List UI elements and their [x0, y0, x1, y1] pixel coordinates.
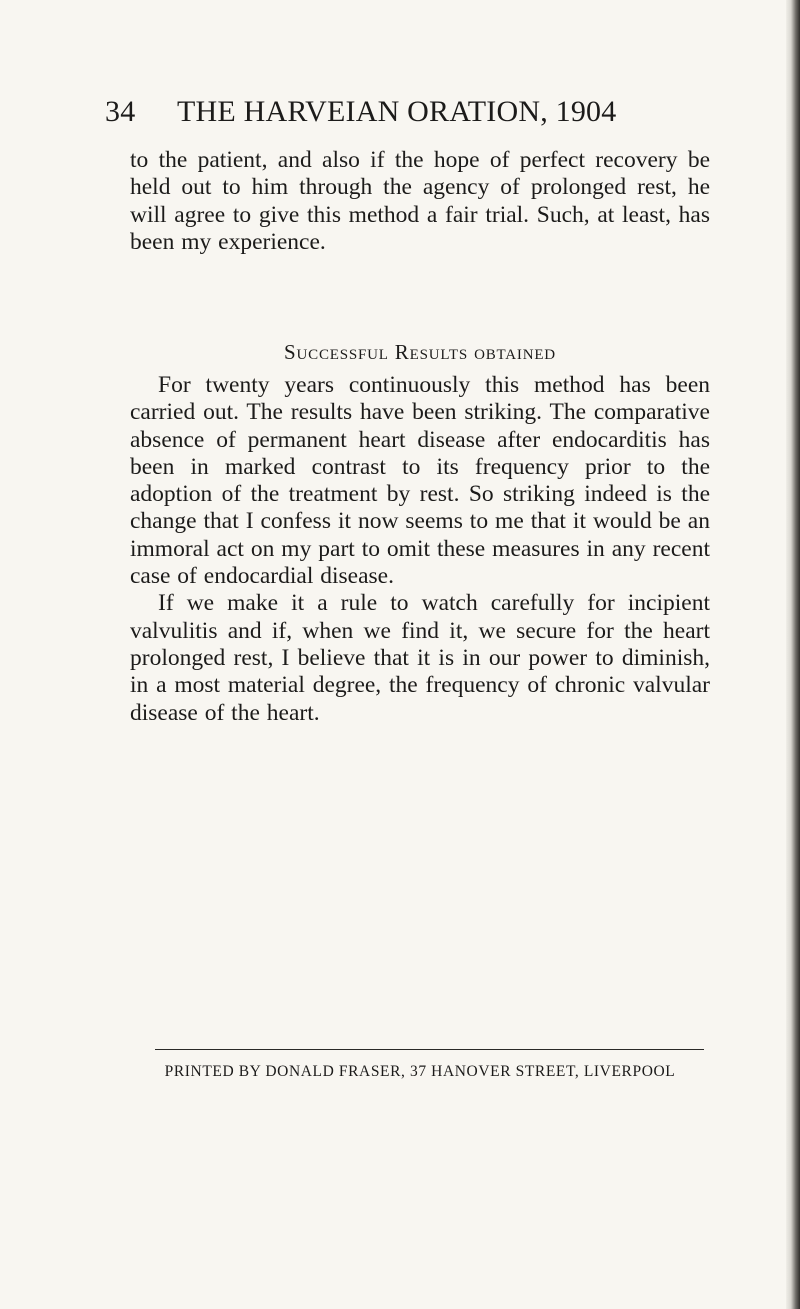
page-number: 34 [105, 95, 136, 128]
running-head [105, 92, 705, 132]
paragraph-continuation: to the patient, and also if the hope of perfect recovery be held out to him through the agency of prolonged rest, he will agree to give this method a fair trial. Such, at least, has been my experience. [130, 147, 710, 255]
paragraph-conclusion: If we make it a rule to watch carefully for incipient valvulitis and if, when we find it, we secure for the heart prolonged rest, I believe that it is in our power to diminish, in a most material degree, the frequency of chronic valvular disease of the heart. [130, 590, 710, 726]
body-text-top [130, 147, 710, 256]
page-edge-shadow [786, 0, 800, 1309]
printer-imprint: PRINTED BY DONALD FRASER, 37 HANOVER STREET, LIVERPOOL [164, 1063, 676, 1080]
body-text-main [130, 372, 710, 727]
paragraph-results: For twenty years continuously this method has been carried out. The results have been striking. The comparative absence of permanent heart disease after endocarditis has been in marked contrast to its frequency prior to the adoption of the treatment by rest. So striking indeed is the change that I confess it now seems to me that it would be an immoral act on my part to omit these measures in any recent case of endocardial disease. [130, 372, 710, 590]
footer-rule [155, 1049, 704, 1050]
section-heading: Successful Results obtained [284, 340, 556, 364]
running-title: THE HARVEIAN ORATION, 1904 [177, 95, 617, 128]
